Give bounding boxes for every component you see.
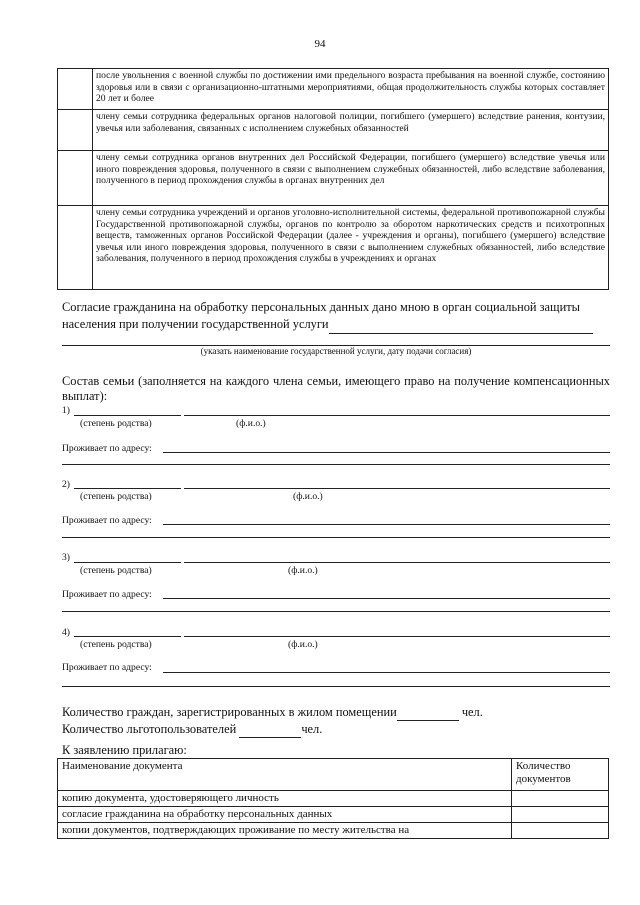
attachment-row: согласие гражданина на обработку персональных данных xyxy=(58,807,512,823)
attachment-row: копию документа, удостоверяющего личность xyxy=(58,791,512,807)
fio-label: (ф.и.о.) xyxy=(288,565,318,576)
address-field-line-2[interactable] xyxy=(62,464,610,465)
address-field[interactable] xyxy=(163,598,610,599)
address-field-line-2[interactable] xyxy=(62,686,610,687)
relation-field[interactable] xyxy=(74,562,181,563)
relation-field[interactable] xyxy=(74,415,181,416)
fio-field[interactable] xyxy=(184,636,610,637)
address-label: Проживает по адресу: xyxy=(62,662,152,673)
member-number: 1) xyxy=(62,405,70,416)
beneficiaries-count-field[interactable] xyxy=(239,721,301,738)
fio-field[interactable] xyxy=(184,488,610,489)
table-cell-empty xyxy=(58,69,93,110)
table-cell-empty xyxy=(58,110,93,151)
fio-label: (ф.и.о.) xyxy=(236,418,266,429)
consent-block xyxy=(62,299,610,334)
citizens-count-label: Количество граждан, зарегистрированных в жилом помещении xyxy=(62,705,397,719)
fio-label: (ф.и.о.) xyxy=(288,639,318,650)
address-field[interactable] xyxy=(163,524,610,525)
attachment-count-field[interactable] xyxy=(512,823,609,839)
beneficiaries-count-unit: чел. xyxy=(301,722,323,736)
service-name-field[interactable] xyxy=(329,316,593,334)
benefit-categories-table xyxy=(57,68,609,290)
fio-field[interactable] xyxy=(184,562,610,563)
table-cell-empty xyxy=(58,206,93,290)
address-field-line-2[interactable] xyxy=(62,537,610,538)
address-label: Проживает по адресу: xyxy=(62,443,152,454)
table-row: после увольнения с военной службы по достижении ими предельного возраста пребывания на военной службе, состоянию здоровья или в связи с организационно-штатными мероприятиями, общая продолжительность службы которых составляет 20 лет и более xyxy=(93,69,609,110)
citizens-count-field[interactable] xyxy=(397,704,459,721)
relation-label: (степень родства) xyxy=(80,491,152,502)
relation-label: (степень родства) xyxy=(80,639,152,650)
fio-label: (ф.и.о.) xyxy=(293,491,323,502)
relation-field[interactable] xyxy=(74,636,181,637)
family-intro: Состав семьи (заполняется на каждого члена семьи, имеющего право на получение компенсационных выплат): xyxy=(62,374,610,403)
header-document-name: Наименование документа xyxy=(58,759,512,791)
address-label: Проживает по адресу: xyxy=(62,589,152,600)
counts-block xyxy=(62,704,483,738)
consent-line-1: Согласие гражданина на обработку персональных данных дано мною в орган социальной защиты xyxy=(62,300,580,314)
address-label: Проживает по адресу: xyxy=(62,515,152,526)
relation-label: (степень родства) xyxy=(80,565,152,576)
beneficiaries-count-label: Количество льготопользователей xyxy=(62,722,237,736)
relation-field[interactable] xyxy=(74,488,181,489)
attachments-table xyxy=(57,758,609,839)
attachment-row: копии документов, подтверждающих проживание по месту жительства на xyxy=(58,823,512,839)
address-field-line-2[interactable] xyxy=(62,611,610,612)
table-row: члену семьи сотрудника федеральных органов налоговой полиции, погибшего (умершего) вследствие ранения, контузии, увечья или заболевания, связанных с исполнением служебных обязанностей xyxy=(93,110,609,151)
attachment-count-field[interactable] xyxy=(512,807,609,823)
relation-label: (степень родства) xyxy=(80,418,152,429)
address-field[interactable] xyxy=(163,452,610,453)
table-row: члену семьи сотрудника учреждений и органов уголовно-исполнительной системы, федеральной противопожарной службы Государственной противопожарной службы, органов по контролю за оборотом наркотических средств и психотропных веществ, таможенных органов Российской Федерации (далее - учреждения и органы), погибшего (умершего) вследствие увечья или иного повреждения здоровья, полученного в связи с выполнением служебных обязанностей, либо вследствие заболевания, полученного в период прохождения службы в учреждениях и органах xyxy=(93,206,609,290)
header-document-count: Количество документов xyxy=(512,759,609,791)
member-number: 3) xyxy=(62,552,70,563)
citizens-count-unit: чел. xyxy=(458,705,483,719)
consent-line-2: населения при получении государственной услуги xyxy=(62,317,329,331)
table-row: члену семьи сотрудника органов внутренних дел Российской Федерации, погибшего (умершего) вследствие увечья или иного повреждения здоровья, полученного в связи с выполнением служебных обязанностей, либо вследствие заболевания, полученного в период прохождения службы в органах внутренних дел xyxy=(93,151,609,206)
address-field[interactable] xyxy=(163,672,610,673)
member-number: 4) xyxy=(62,627,70,638)
consent-hint: (указать наименование государственной услуги, дату подачи согласия) xyxy=(200,346,472,356)
page-number: 94 xyxy=(314,38,326,50)
attachments-title: К заявлению прилагаю: xyxy=(62,743,187,757)
fio-field[interactable] xyxy=(184,415,610,416)
attachment-count-field[interactable] xyxy=(512,791,609,807)
table-cell-empty xyxy=(58,151,93,206)
member-number: 2) xyxy=(62,479,70,490)
